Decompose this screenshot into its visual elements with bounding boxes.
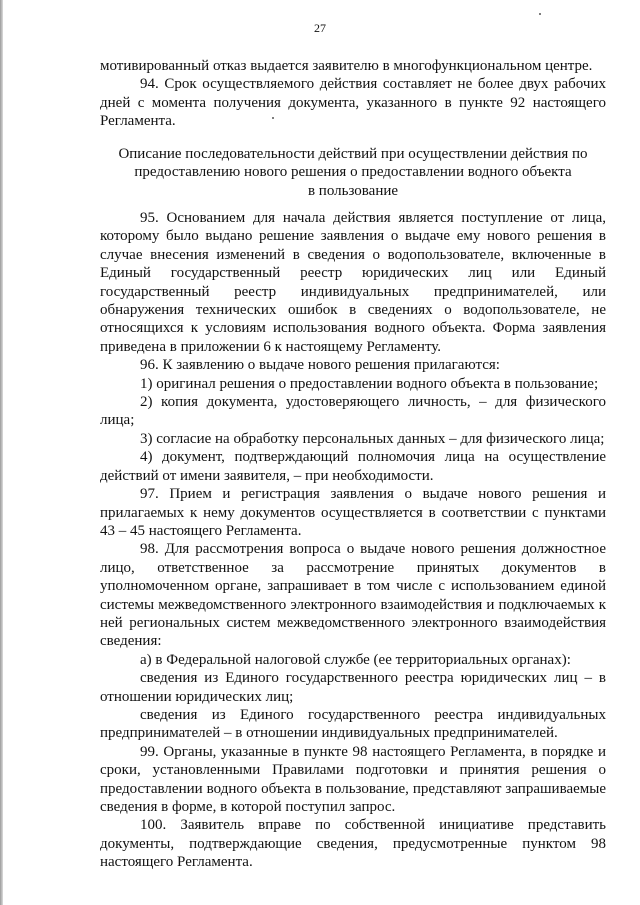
scan-speck [539,13,541,15]
paragraph-94: 94. Срок осуществляемого действия составляет не более двух рабочих дней с момента получения документа, указанного в пункте 92 настоящего Регламента. [100,76,606,130]
sub-item-entrepreneurs: сведения из Единого государственного реестра индивидуальных предпринимателей – в отношении индивидуальных предпринимателей. [100,706,606,742]
main-section [100,209,606,872]
heading-line: Описание последовательности действий при осуществлении действия по [118,146,588,162]
heading-line: предоставлению нового решения о предоставлении водного объекта [134,164,572,181]
section-heading [100,145,606,200]
paragraph-continuation: мотивированный отказ выдается заявителю в многофункциональном центре. [100,58,593,74]
sub-item-legal-entities: сведения из Единого государственного реестра юридических лиц – в отношении юридических лиц; [100,670,606,705]
list-item-2: 2) копия документа, удостоверяющего личность, – для физического лица; [100,394,606,429]
paragraph-97: 97. Прием и регистрация заявления о выдаче нового решения и прилагаемых к нему документов осуществляется в соответствии с пунктами 43 – 45 настоящего Регламента. [100,486,606,539]
paragraph-95: 95. Основанием для начала действия является поступление от лица, которому было выдано решение заявления о выдаче ему нового решения в случае внесения изменений в сведения о водопользователе, включенные в Единый государственный реестр юридических лиц или Единый государственный реестр индивидуальных предпринимателей, или обнаружения технических ошибок в сведениях о водопользователе, не относящихся к условиям использования водного объекта. Форма заявления приведена в приложении 6 к настоящему Регламенту. [100,210,606,355]
paragraph-98: 98. Для рассмотрения вопроса о выдаче нового решения должностное лицо, ответственное за рассмотрение принятых документов в уполномоченном органе, запрашивает в том числе с использованием единой системы межведомственного электронного взаимодействия и подключаемых к ней региональных систем межведомственного электронного взаимодействия сведения: [100,541,606,650]
heading-line: в пользование [307,182,399,199]
paragraph-100: 100. Заявитель вправе по собственной инициативе представить документы, подтверждающие сведения, предусмотренные пунктом 98 настоящего Регламента. [100,817,606,871]
sub-item-a: а) в Федеральной налоговой службе (ее территориальных органах): [140,651,571,668]
scan-left-edge [0,0,3,905]
paragraph-99: 99. Органы, указанные в пункте 98 настоящего Регламента, в порядке и сроки, установленными Правилами подготовки и принятия решения о предоставлении водного объекта в пользование, представляют запрашиваемые сведения в форме, в которой поступил запрос. [100,743,606,815]
top-section [100,57,606,131]
paragraph-96: 96. К заявлению о выдаче нового решения прилагаются: [140,357,500,374]
page-number: 27 [314,21,326,35]
list-item-1: 1) оригинал решения о предоставлении водного объекта в пользование; [140,375,599,392]
list-item-4: 4) документ, подтверждающий полномочия лица на осуществление действий от имени заявителя, – при необходимости. [100,449,606,484]
list-item-3: 3) согласие на обработку персональных данных – для физического лица; [140,430,605,447]
